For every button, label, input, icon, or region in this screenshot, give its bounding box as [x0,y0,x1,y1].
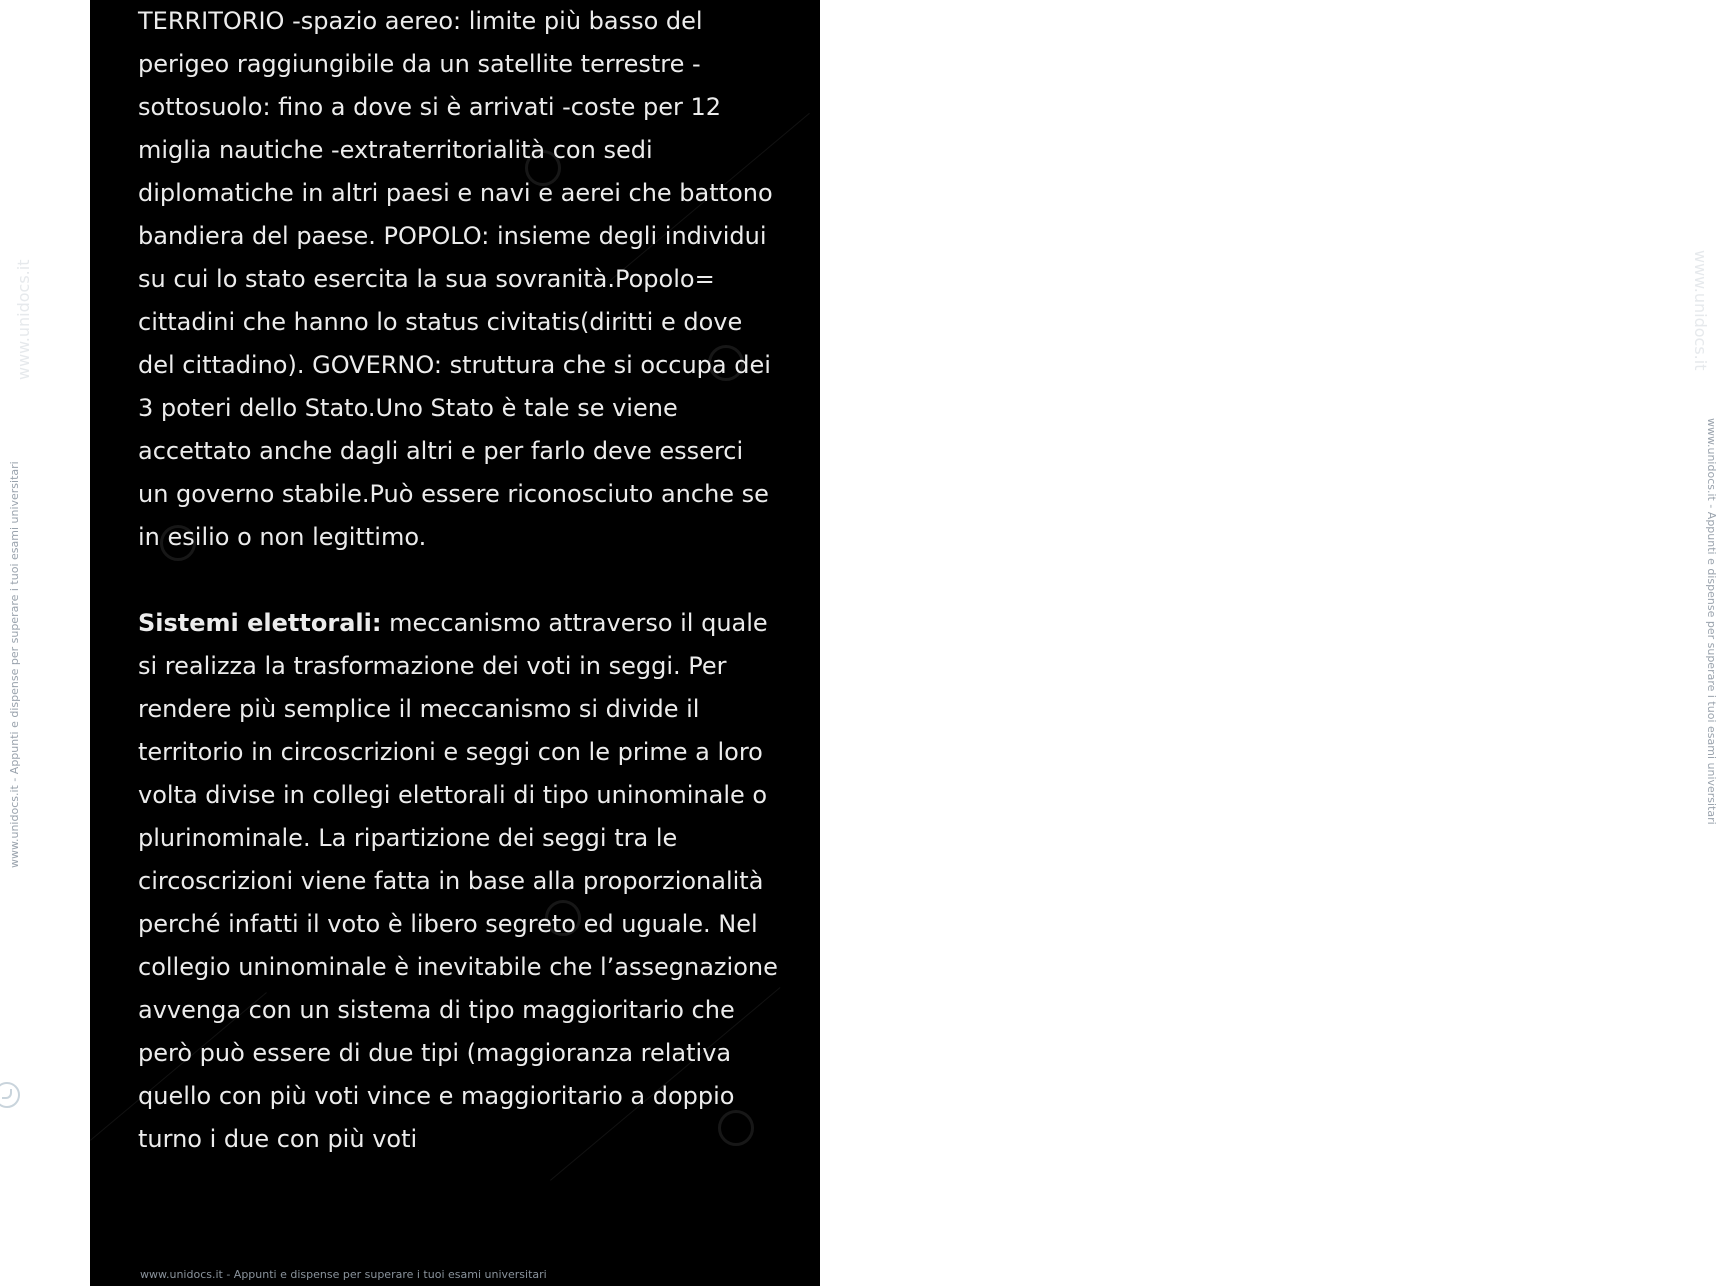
side-watermark-right: www.unidocs.it - Appunti e dispense per superare i tuoi esami universitari [1705,418,1718,825]
paragraph-territorio [138,0,778,559]
ghost-watermark-left: www.unidocs.it [14,259,33,380]
paragraph-sistemi-elettorali [138,602,778,1161]
ghost-watermark-right: www.unidocs.it [1691,250,1710,371]
document-page [90,0,820,1286]
unidocs-logo-icon [0,1082,20,1108]
paragraph-lead: Sistemi elettorali: [138,609,382,637]
right-margin [820,0,1718,1286]
document-body [138,0,778,1161]
bottom-watermark: www.unidocs.it - Appunti e dispense per superare i tuoi esami universitari [140,1268,547,1281]
paragraph-text: TERRITORIO -spazio aereo: limite più basso del perigeo raggiungibile da un satellite terrestre -sottosuolo: fino a dove si è arrivati -coste per 12 miglia nautiche -extraterritorialità con sedi diplomatiche in altri paesi e navi e aerei che battono bandiera del paese. POPOLO: insieme degli individui su cui lo stato esercita la sua sovranità.Popolo= cittadini che hanno lo status civitatis(diritti e dove del cittadino). GOVERNO: struttura che si occupa dei 3 poteri dello Stato.Uno Stato è tale se viene accettato anche dagli altri e per farlo deve esserci un governo stabile.Può essere riconosciuto anche se in esilio o non legittimo. [138,7,773,551]
side-watermark-left: www.unidocs.it - Appunti e dispense per superare i tuoi esami universitari [8,461,21,868]
paragraph-text: meccanismo attraverso il quale si realizza la trasformazione dei voti in seggi. Per rendere più semplice il meccanismo si divide il territorio in circoscrizioni e seggi con le prime a loro volta divise in collegi elettorali di tipo uninominale o plurinominale. La ripartizione dei seggi tra le circoscrizioni viene fatta in base alla proporzionalità perché infatti il voto è libero segreto ed uguale. Nel collegio uninominale è inevitabile che l’assegnazione avvenga con un sistema di tipo maggioritario che però può essere di due tipi (maggioranza relativa quello con più voti vince e maggioritario a doppio turno i due con più voti [138,609,778,1153]
left-margin [0,0,90,1286]
